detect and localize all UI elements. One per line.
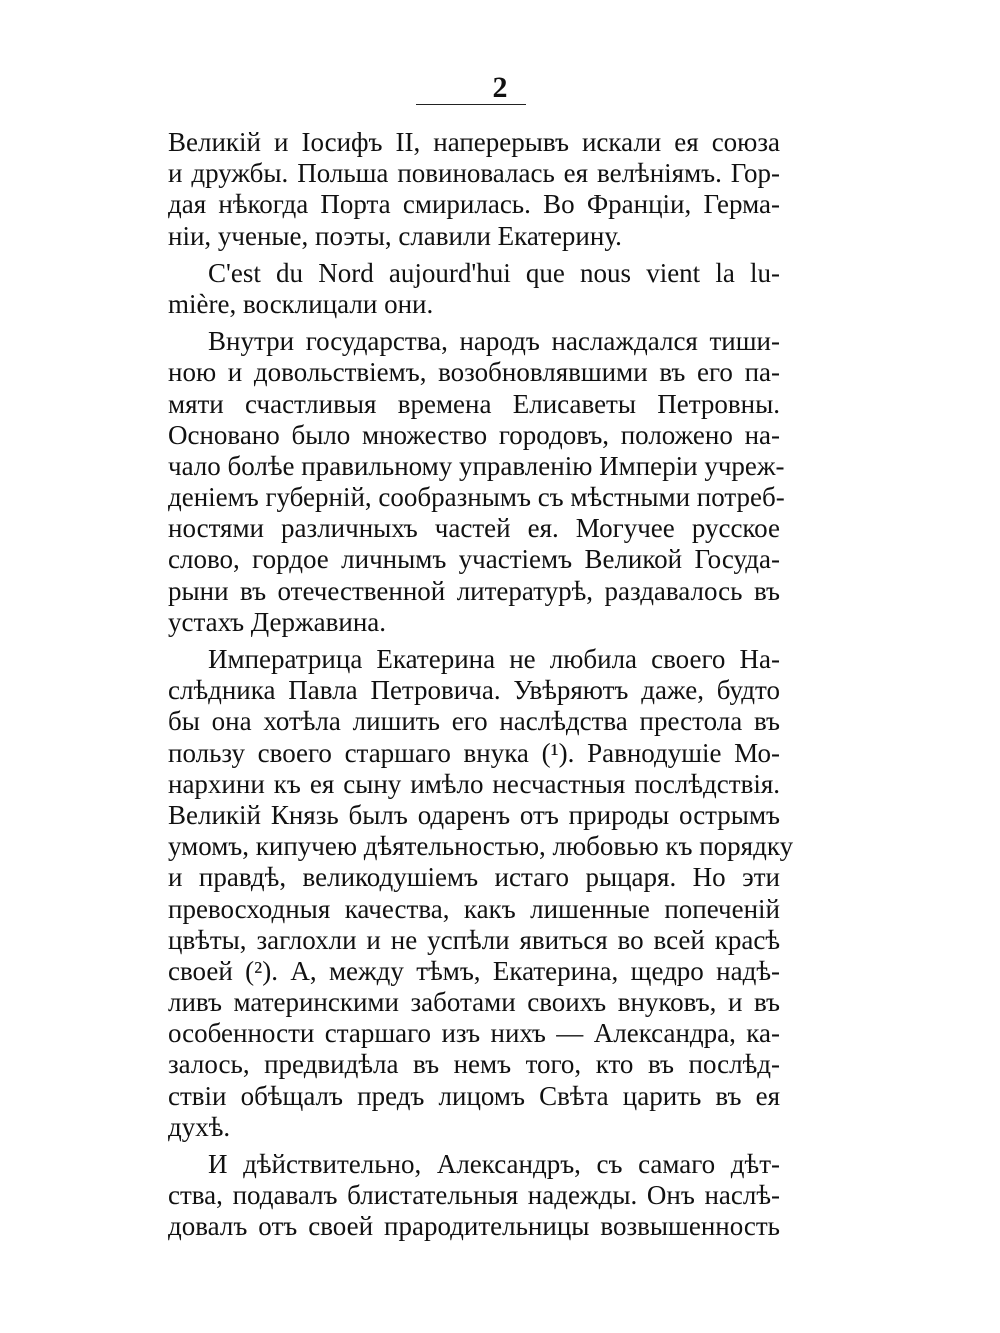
text-line: устахъ Державина. [168,606,387,637]
text-line: Великій Князь былъ одаренъ отъ природы острымъ [168,799,780,830]
paragraph-4 [168,644,794,1143]
paragraph-2 [168,258,780,320]
text-line: ною и довольствіемъ, возобновлявшими въ его па- [168,357,780,388]
text-line: мяти счастливыя времена Елисаветы Петровны. [168,388,780,419]
text-line: нархини къ ея сыну имѣло несчастныя послѣдствія. [168,768,780,799]
text-line: и правдѣ, великодушіемъ истаго рыцаря. Но эти [168,862,780,893]
text-line: ства, подавалъ блистательныя надежды. Онъ наслѣ- [168,1180,780,1211]
header-rule [416,104,526,105]
body-text [168,127,794,1249]
text-line: пользу своего старшаго внука (¹). Равнодушіе Мо- [168,737,780,768]
text-line: особенности старшаго изъ нихъ — Александра, ка- [168,1018,780,1049]
text-line: слѣдника Павла Петровича. Увѣряютъ даже, будто [168,675,780,706]
text-line: Императрица Екатерина не любила своего На- [208,644,780,674]
text-line: дая нѣкогда Порта смирилась. Во Франціи, Герма- [168,189,780,220]
text-line: умомъ, кипучею дѣятельностью, любовью къ порядку [168,831,794,862]
text-line: C'est du Nord aujourd'hui que nous vient la lu- [208,257,780,288]
text-line: слово, гордое личнымъ участіемъ Великой Госуда- [168,544,780,575]
text-line: превосходныя качества, какъ лишенные попеченій [168,893,780,924]
text-line: Основано было множество городовъ, положено на- [168,419,780,450]
text-line: довалъ отъ своей прародительницы возвышенность [168,1211,780,1242]
text-line: и дружбы. Польша повиновалась ея велѣніямъ. Гор- [168,158,780,189]
text-line: ствіи обѣщалъ предъ лицомъ Свѣта царить въ ея [168,1080,780,1111]
text-line: цвѣты, заглохли и не успѣли явиться во всей красѣ [168,924,780,955]
text-line: И дѣйствительно, Александръ, съ самаго дѣт- [208,1149,780,1179]
text-line: Внутри государства, народъ наслаждался тиши- [208,326,780,357]
text-line: залось, предвидѣла въ немъ того, кто въ послѣд- [168,1049,780,1080]
text-line: деніемъ губерній, сообразнымъ съ мѣстными потреб- [168,482,785,513]
text-line: mière, восклицали они. [168,288,434,319]
text-line: Великій и Іосифъ II, наперерывъ искали ея союза [168,127,780,157]
paragraph-5 [168,1149,780,1243]
text-line: рыни въ отечественной литературѣ, раздавалось въ [168,575,780,606]
paragraph-1 [168,127,780,252]
page-number: 2 [492,71,508,104]
text-line: ливъ материнскими заботами своихъ внуковъ, и въ [168,987,780,1018]
text-line: духѣ. [168,1111,231,1142]
paragraph-3 [168,326,785,638]
text-line: ніи, ученые, поэты, славили Екатерину. [168,220,622,251]
text-line: бы она хотѣла лишить его наслѣдства престола въ [168,706,780,737]
text-line: своей (²). А, между тѣмъ, Екатерина, щедро надѣ- [168,955,780,986]
text-line: чало болѣе правильному управленію Имперіи учреж- [168,450,785,481]
text-line: ностями различныхъ частей ея. Могучее русское [168,513,780,544]
